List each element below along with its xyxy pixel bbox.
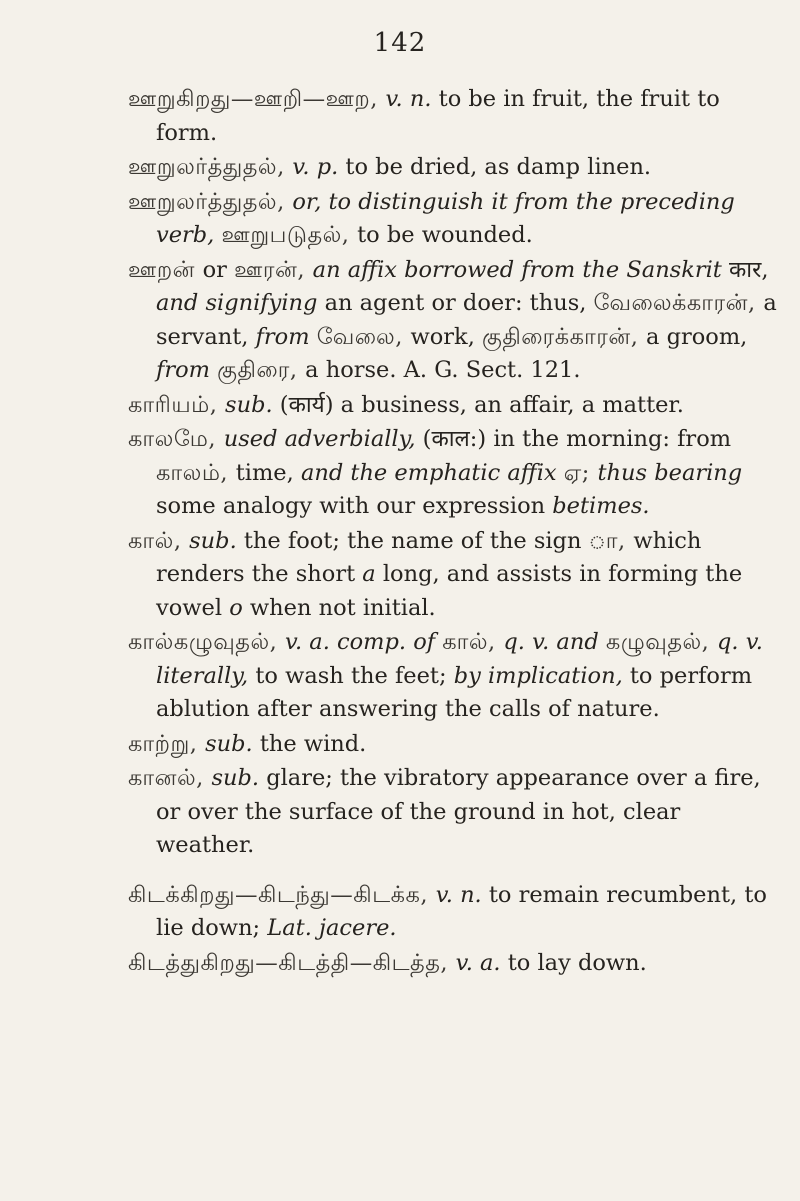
entry-text: the foot; the name of the sign bbox=[236, 527, 589, 554]
entry-text: a horse. A. G. Sect. 121. bbox=[305, 357, 581, 383]
dictionary-entry bbox=[128, 254, 778, 388]
entry-text: a groom, bbox=[646, 323, 748, 350]
entry-headword: ஊறுலர்த்துதல், bbox=[128, 154, 293, 180]
entry-text: when not initial. bbox=[242, 594, 436, 621]
entry-text: q. v. literally, bbox=[156, 629, 763, 689]
entry-text: sub. bbox=[189, 527, 237, 554]
entry-text: an affix borrowed from the Sanskrit bbox=[312, 256, 730, 283]
entry-text: betimes. bbox=[552, 493, 650, 519]
entry-text: which renders the short bbox=[156, 527, 702, 587]
tamil-word: ஊரன், bbox=[234, 256, 313, 283]
entry-text: (काल:) in the morning: from bbox=[415, 426, 732, 452]
entry-headword: கால்கழுவுதல், bbox=[128, 629, 285, 655]
entry-text: some analogy with our expression bbox=[156, 493, 553, 519]
tamil-word: காலம், bbox=[156, 459, 236, 486]
entry-text: v. n. bbox=[385, 86, 432, 112]
entry-text: by implication, bbox=[453, 662, 623, 689]
entry-text: thus bearing bbox=[597, 459, 743, 486]
entry-text: to be dried, as damp linen. bbox=[338, 154, 652, 180]
entry-text: a servant, bbox=[156, 290, 777, 350]
entry-text: sub. bbox=[205, 730, 253, 757]
page-number: 142 bbox=[373, 28, 427, 58]
entry-text: an agent or doer: thus, bbox=[317, 290, 594, 316]
dictionary-entry bbox=[128, 83, 778, 150]
dictionary-entry bbox=[128, 626, 778, 727]
entry-headword: ஊறன் bbox=[128, 256, 203, 283]
tamil-word: குதிரை, bbox=[217, 357, 306, 383]
tamil-word: வேலை, bbox=[316, 323, 411, 350]
entry-text: time, bbox=[235, 459, 301, 486]
entry-list bbox=[128, 83, 778, 981]
dictionary-entry bbox=[128, 525, 778, 626]
entry-text: to remain recumbent, to lie down; bbox=[156, 881, 767, 941]
tamil-word: கால், bbox=[442, 629, 504, 655]
entry-headword: காற்று, bbox=[128, 730, 206, 757]
entry-text: sub. bbox=[211, 765, 260, 791]
tamil-word: கழுவுதல், bbox=[605, 629, 717, 655]
entry-text: glare; the vibratory appearance over a fire, or over the surface of the ground in hot, clear weather. bbox=[156, 765, 761, 858]
entry-headword: கிடத்துகிறது—கிடத்தி—கிடத்த, bbox=[128, 949, 456, 976]
tamil-word: ஏ; bbox=[563, 459, 598, 486]
entry-text: from bbox=[255, 323, 317, 350]
entry-headword: ஊறுகிறது—ஊறி—ஊற, bbox=[128, 86, 386, 112]
entry-headword: கானல், bbox=[128, 765, 212, 791]
entry-text: v. n. bbox=[435, 881, 482, 908]
dictionary-entry bbox=[128, 879, 778, 946]
entry-headword: காரியம், bbox=[128, 391, 226, 418]
dictionary-entry bbox=[128, 728, 778, 762]
entry-text: work, bbox=[410, 323, 482, 350]
entry-headword: கால், bbox=[128, 527, 190, 554]
dictionary-entry bbox=[128, 389, 778, 423]
entry-text: sub. bbox=[225, 391, 273, 418]
entry-text: and signifying bbox=[156, 290, 318, 316]
entry-text: or bbox=[202, 256, 235, 283]
entry-text: v. a. bbox=[455, 949, 501, 976]
entry-text: कार, bbox=[729, 256, 769, 283]
entry-text bbox=[312, 915, 319, 941]
entry-headword: கிடக்கிறது—கிடந்து—கிடக்க, bbox=[128, 881, 436, 908]
dictionary-entry bbox=[128, 186, 778, 253]
tamil-word: ஊறுபடுதல், bbox=[221, 222, 358, 248]
entry-headword: ஊறுலர்த்துதல், bbox=[128, 188, 293, 215]
entry-text: to be in fruit, the fruit to form. bbox=[156, 86, 720, 146]
tamil-word: வேலைக்காரன், bbox=[593, 290, 764, 316]
entry-text: (कार्य) a business, an affair, a matter. bbox=[272, 391, 684, 418]
entry-text: to lay down. bbox=[500, 949, 647, 976]
entry-text: o bbox=[229, 594, 243, 621]
entry-text: Lat. bbox=[267, 915, 312, 941]
dictionary-entry bbox=[128, 151, 778, 185]
entry-text: and the emphatic affix bbox=[300, 459, 564, 486]
tamil-word: ா, bbox=[588, 527, 634, 554]
entry-text: long, and assists in forming the vowel bbox=[156, 561, 743, 621]
entry-headword: காலமே, bbox=[128, 426, 224, 452]
entry-text: used adverbially, bbox=[223, 426, 416, 452]
entry-text: from bbox=[156, 357, 218, 383]
entry-text: jacere. bbox=[319, 915, 397, 941]
entry-text: to perform ablution after answering the calls of nature. bbox=[156, 662, 753, 722]
dictionary-entry bbox=[128, 423, 778, 524]
entry-text: or, to distinguish it from the preceding verb, bbox=[156, 188, 735, 248]
entry-text: q. v. and bbox=[503, 629, 606, 655]
tamil-word: குதிரைக்காரன், bbox=[482, 323, 646, 350]
entry-text: v. p. bbox=[292, 154, 339, 180]
entry-text: a bbox=[362, 561, 376, 587]
dictionary-entry bbox=[128, 947, 778, 981]
entry-text: to be wounded. bbox=[357, 222, 533, 248]
entry-text: the wind. bbox=[252, 730, 367, 757]
entry-text: to wash the feet; bbox=[248, 662, 454, 689]
entry-text: v. a. comp. of bbox=[284, 629, 443, 655]
dictionary-entry bbox=[128, 762, 778, 863]
